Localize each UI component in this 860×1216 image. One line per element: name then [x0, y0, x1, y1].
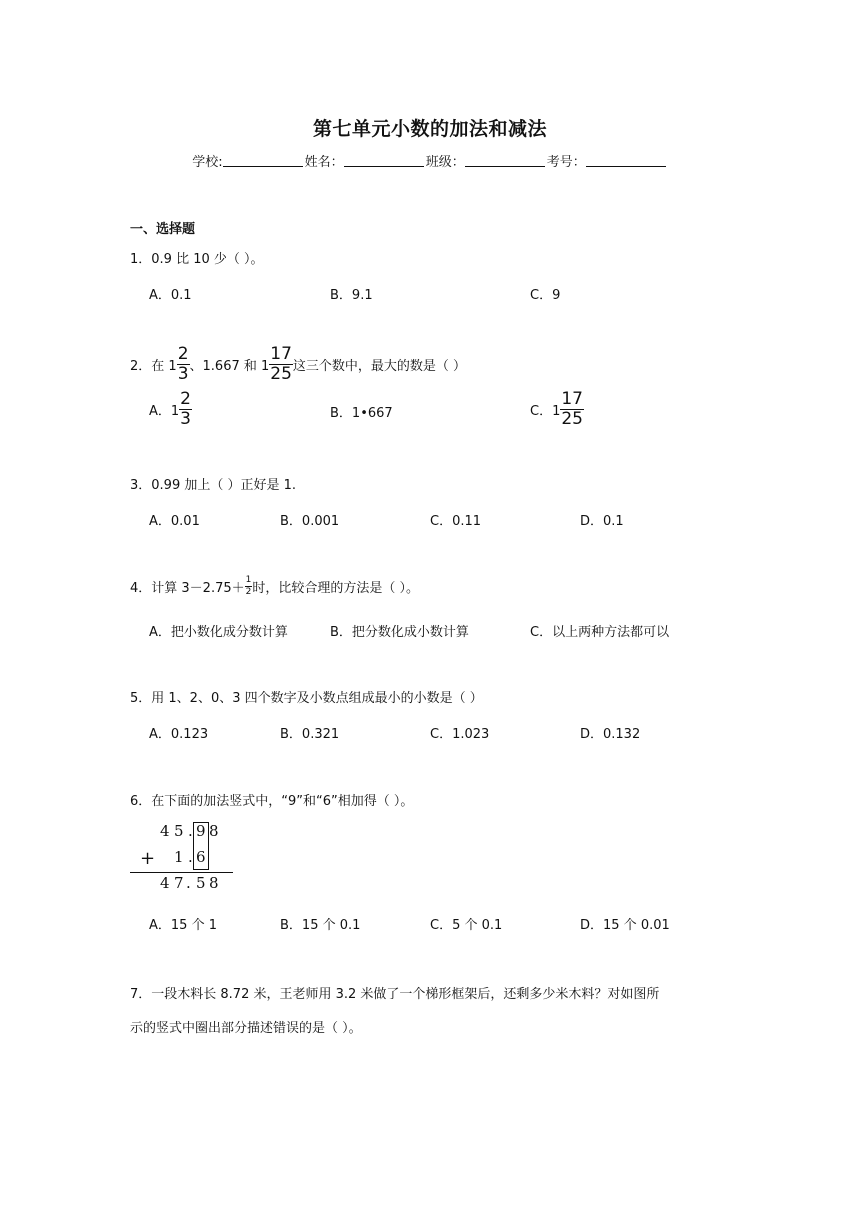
question-4-text: [130, 576, 419, 597]
exam-number-label: 考号：: [546, 155, 586, 170]
question-1-option-b[interactable]: B．9.1: [330, 288, 373, 303]
question-2-option-b[interactable]: B．1•667: [330, 406, 393, 421]
fraction-two-thirds: [179, 391, 192, 428]
digit: 8: [209, 874, 219, 892]
digit: 7: [174, 874, 184, 892]
fraction-numerator: 1: [245, 575, 252, 585]
digit: 4: [160, 874, 170, 892]
question-3-option-d[interactable]: D．0.1: [580, 514, 624, 529]
school-blank[interactable]: [223, 154, 303, 167]
fraction-two-thirds: [177, 346, 190, 383]
question-4-part-2: 时，比较合理的方法是（ ）。: [252, 581, 419, 596]
question-2-part-2: 、1.667 和 1: [189, 359, 270, 374]
question-5-option-c[interactable]: C．1.023: [430, 727, 490, 742]
sum-line: [130, 872, 233, 873]
question-4-option-c[interactable]: C．以上两种方法都可以: [530, 625, 670, 640]
question-5-text: 5．用 1、2、0、3 四个数字及小数点组成最小的小数是（ ）: [130, 691, 483, 706]
fraction-denominator: 25: [561, 409, 583, 429]
name-label: 姓名：: [304, 155, 344, 170]
fraction-numerator: 17: [270, 344, 292, 364]
question-5-option-d[interactable]: D．0.132: [580, 727, 641, 742]
question-5-option-b[interactable]: B．0.321: [280, 727, 340, 742]
question-7-line-2: 示的竖式中圈出部分描述错误的是（ ）。: [130, 1021, 362, 1036]
decimal-point: .: [186, 874, 191, 892]
class-label: 班级：: [425, 155, 465, 170]
digit: 8: [209, 822, 219, 840]
question-4-option-a[interactable]: A．把小数化成分数计算: [149, 625, 288, 640]
fraction-denominator: 25: [270, 364, 292, 384]
question-7-line-1: 7．一段木料长 8.72 米，王老师用 3.2 米做了一个梯形框架后，还剩多少米木料？对如图所: [130, 987, 660, 1002]
question-2-part-3: 这三个数中，最大的数是（ ）: [292, 359, 467, 374]
question-1-option-a[interactable]: A．0.1: [149, 288, 192, 303]
question-6-option-d[interactable]: D．15 个 0.01: [580, 918, 670, 933]
option-c-prefix: C．1: [530, 404, 561, 419]
question-5-option-a[interactable]: A．0.123: [149, 727, 209, 742]
fraction-denominator: 3: [180, 409, 191, 429]
fraction-numerator: 2: [177, 344, 189, 364]
digit: 4: [160, 822, 170, 840]
option-a-prefix: A．1: [149, 404, 180, 419]
fraction-seventeen-25ths: [269, 346, 293, 383]
student-info-line: [0, 151, 860, 170]
digit: 6: [196, 848, 206, 866]
section-title: 一、选择题: [130, 222, 196, 237]
fraction-seventeen-25ths: [560, 391, 584, 428]
fraction-one-half: [245, 576, 253, 597]
digit: 5: [196, 874, 206, 892]
question-2-option-c[interactable]: [530, 391, 584, 428]
question-3-option-a[interactable]: A．0.01: [149, 514, 200, 529]
question-6-text: 6．在下面的加法竖式中，“9”和“6”相加得（ ）。: [130, 794, 414, 809]
question-6-option-b[interactable]: B．15 个 0.1: [280, 918, 361, 933]
fraction-denominator: 3: [177, 364, 189, 384]
decimal-point: .: [188, 848, 193, 866]
question-1-text: 1．0.9 比 10 少（ ）。: [130, 252, 264, 267]
question-3-option-b[interactable]: B．0.001: [280, 514, 340, 529]
question-6-option-c[interactable]: C．5 个 0.1: [430, 918, 503, 933]
exam-number-blank[interactable]: [586, 154, 666, 167]
decimal-point: .: [188, 822, 193, 840]
question-4-option-b[interactable]: B．把分数化成小数计算: [330, 625, 469, 640]
fraction-numerator: 17: [561, 389, 583, 409]
question-2-option-a[interactable]: [149, 391, 192, 428]
fraction-denominator: 2: [245, 587, 252, 597]
digit: 1: [174, 848, 184, 866]
name-blank[interactable]: [344, 154, 424, 167]
digit: 9: [196, 822, 206, 840]
page-title: 第七单元小数的加法和减法: [312, 118, 547, 140]
plus-sign: +: [140, 848, 156, 869]
digit: 5: [174, 822, 184, 840]
question-2-part-1: 2．在 1: [130, 359, 177, 374]
question-4-part-1: 4．计算 3－2.75＋: [130, 581, 245, 596]
question-3-text: 3．0.99 加上（ ）正好是 1.: [130, 478, 297, 493]
highlight-box: [193, 822, 209, 870]
question-3-option-c[interactable]: C．0.11: [430, 514, 482, 529]
class-blank[interactable]: [465, 154, 545, 167]
question-1-option-c[interactable]: C．9: [530, 288, 561, 303]
question-2-text: [130, 346, 466, 383]
question-6-option-a[interactable]: A．15 个 1: [149, 918, 217, 933]
school-label: 学校:: [192, 155, 223, 170]
fraction-numerator: 2: [180, 389, 191, 409]
